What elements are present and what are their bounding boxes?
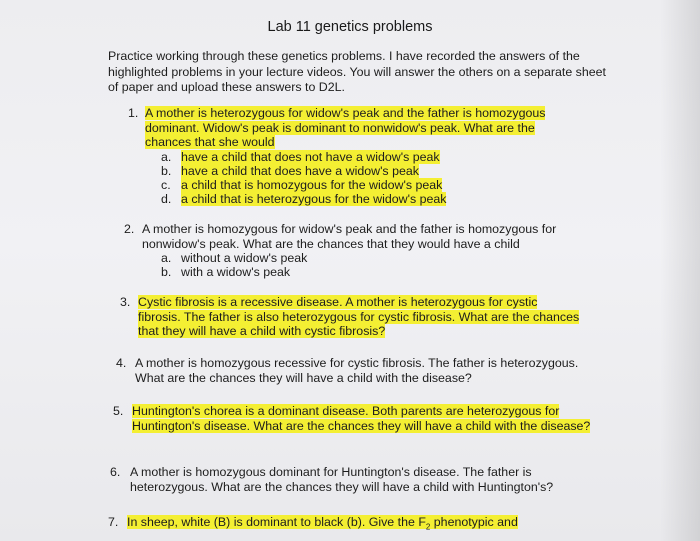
question-1 [128,106,578,206]
sub-letter: b. [161,265,172,279]
question-number: 5. [113,404,124,418]
question-text: Cystic fibrosis is a recessive disease. A mother is heterozygous for cystic fibrosis. The father is also heterozygous for cystic fibrosis. What are the chances that they will have a child with cystic fibrosis? [138,295,580,339]
question-number: 7. [108,515,119,529]
question-4 [116,356,596,388]
question-5 [113,404,608,450]
sub-letter: a. [161,251,172,265]
sub-letter: d. [161,192,172,206]
question-text: A mother is homozygous dominant for Huntington's disease. The father is heterozygous. What are the chances they will have a child with Huntington's? [130,465,554,494]
sub-text: without a widow's peak [181,251,308,265]
sub-text: have a child that does have a widow's peak [181,164,419,178]
sub-letter: b. [161,164,172,178]
question-text: A mother is homozygous for widow's peak and the father is homozygous for nonwidow's peak. What are the chances that they would have a child [142,222,557,251]
question-2 [124,222,594,282]
document-title: Lab 11 genetics problems [267,19,433,35]
sub-letter: c. [161,178,171,192]
question-number: 1. [128,106,139,120]
sub-text: a child that is heterozygous for the widow's peak [181,192,447,206]
question-number: 3. [120,295,131,309]
sub-text: with a widow's peak [181,265,291,279]
sub-text: have a child that does not have a widow's peak [181,150,440,164]
question-3 [120,295,585,341]
sub-letter: a. [161,150,172,164]
sub-text: a child that is homozygous for the widow's peak [181,178,443,192]
question-number: 2. [124,222,135,236]
question-text: A mother is heterozygous for widow's peak and the father is homozygous dominant. Widow's peak is dominant to nonwidow's peak. What are the chances that she would [145,106,546,150]
question-6 [110,465,602,497]
question-7 [108,515,578,533]
question-number: 4. [116,356,127,370]
intro-paragraph: Practice working through these genetics problems. I have recorded the answers of the highlighted problems in your lecture videos. You will answer the others on a separate sheet of paper and upload these answers to D2L. [108,49,606,94]
question-text: In sheep, white (B) is dominant to black (b). Give the $F_2$ phenotypic and [127,515,518,532]
question-text: A mother is homozygous recessive for cystic fibrosis. The father is heterozygous. What are the chances they will have a child with the disease? [135,356,579,385]
question-text: Huntington's chorea is a dominant disease. Both parents are heterozygous for Huntington's disease. What are the chances they will have a child with the disease? [132,404,591,433]
question-number: 6. [110,465,121,479]
